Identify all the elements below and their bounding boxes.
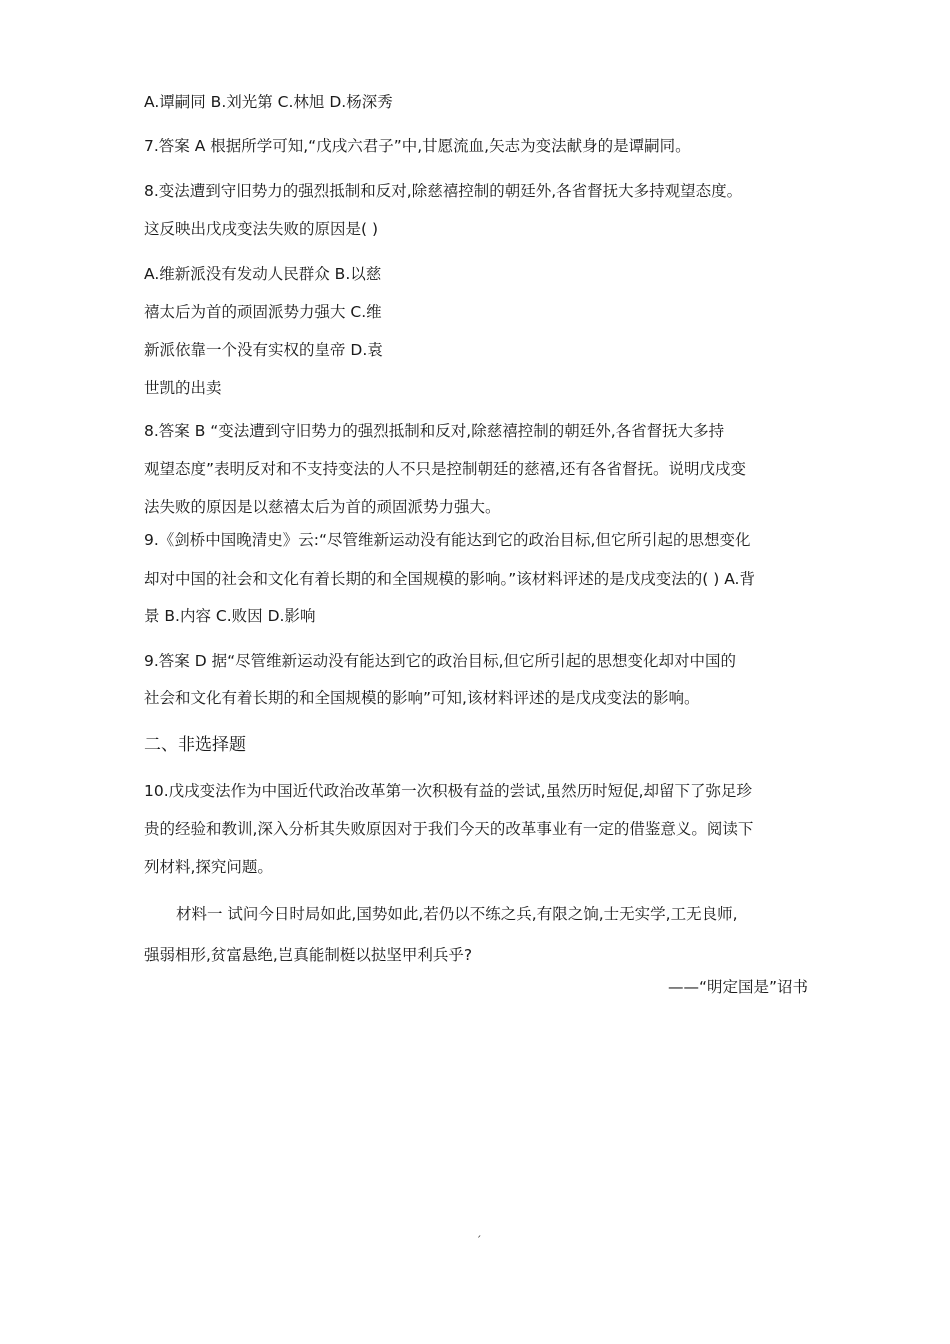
- q8-options-line1: A.维新派没有发动人民群众 B.以慈: [144, 265, 382, 283]
- material-one-line1: 材料一 试问今日时局如此,国势如此,若仍以不练之兵,有限之饷,士无实学,工无良师,: [176, 905, 738, 923]
- q10-stem-line3: 列材料,探究问题。: [144, 858, 273, 876]
- q9-answer-line2: 社会和文化有着长期的和全国规模的影响”可知,该材料评述的是戊戌变法的影响。: [144, 689, 700, 707]
- q9-options: 景 B.内容 C.败因 D.影响: [144, 607, 316, 625]
- q10-stem-line1: 10.戊戌变法作为中国近代政治改革第一次积极有益的尝试,虽然历时短促,却留下了弥足珍: [144, 782, 753, 800]
- q8-stem-line1: 8.变法遭到守旧势力的强烈抵制和反对,除慈禧控制的朝廷外,各省督抚大多持观望态度。: [144, 182, 743, 200]
- q8-options-line3: 新派依靠一个没有实权的皇帝 D.袁: [144, 341, 383, 359]
- q8-answer-line1: 8.答案 B “变法遭到守旧势力的强烈抵制和反对,除慈禧控制的朝廷外,各省督抚大多持: [144, 422, 725, 440]
- q8-options-line4: 世凯的出卖: [144, 379, 222, 397]
- q8-stem-line2: 这反映出戊戌变法失败的原因是( ): [144, 220, 379, 238]
- section-heading: 二、非选择题: [144, 735, 246, 755]
- material-one-line2: 强弱相形,贫富悬绝,岂真能制梃以挞坚甲利兵乎?: [144, 946, 473, 964]
- q6-options: A.谭嗣同 B.刘光第 C.林旭 D.杨深秀: [144, 93, 393, 111]
- footer-mark: ´: [476, 1234, 482, 1247]
- q10-stem-line2: 贵的经验和教训,深入分析其失败原因对于我们今天的改革事业有一定的借鉴意义。阅读下: [144, 820, 754, 838]
- material-source: ——“明定国是”诏书: [667, 978, 808, 996]
- q8-answer-line2: 观望态度”表明反对和不支持变法的人不只是控制朝廷的慈禧,还有各省督抚。说明戊戌变: [144, 460, 746, 478]
- q9-answer-line1: 9.答案 D 据“尽管维新运动没有能达到它的政治目标,但它所引起的思想变化却对中国的: [144, 652, 737, 670]
- q7-answer: 7.答案 A 根据所学可知,“戊戌六君子”中,甘愿流血,矢志为变法献身的是谭嗣同。: [144, 137, 691, 155]
- q8-answer-line3: 法失败的原因是以慈禧太后为首的顽固派势力强大。: [144, 498, 501, 516]
- q8-options-line2: 禧太后为首的顽固派势力强大 C.维: [144, 303, 382, 321]
- q9-stem-line2: 却对中国的社会和文化有着长期的和全国规模的影响。”该材料评述的是戊戌变法的( ) A.背: [144, 570, 755, 588]
- q9-stem-line1: 9.《剑桥中国晚清史》云:“尽管维新运动没有能达到它的政治目标,但它所引起的思想变化: [144, 531, 751, 549]
